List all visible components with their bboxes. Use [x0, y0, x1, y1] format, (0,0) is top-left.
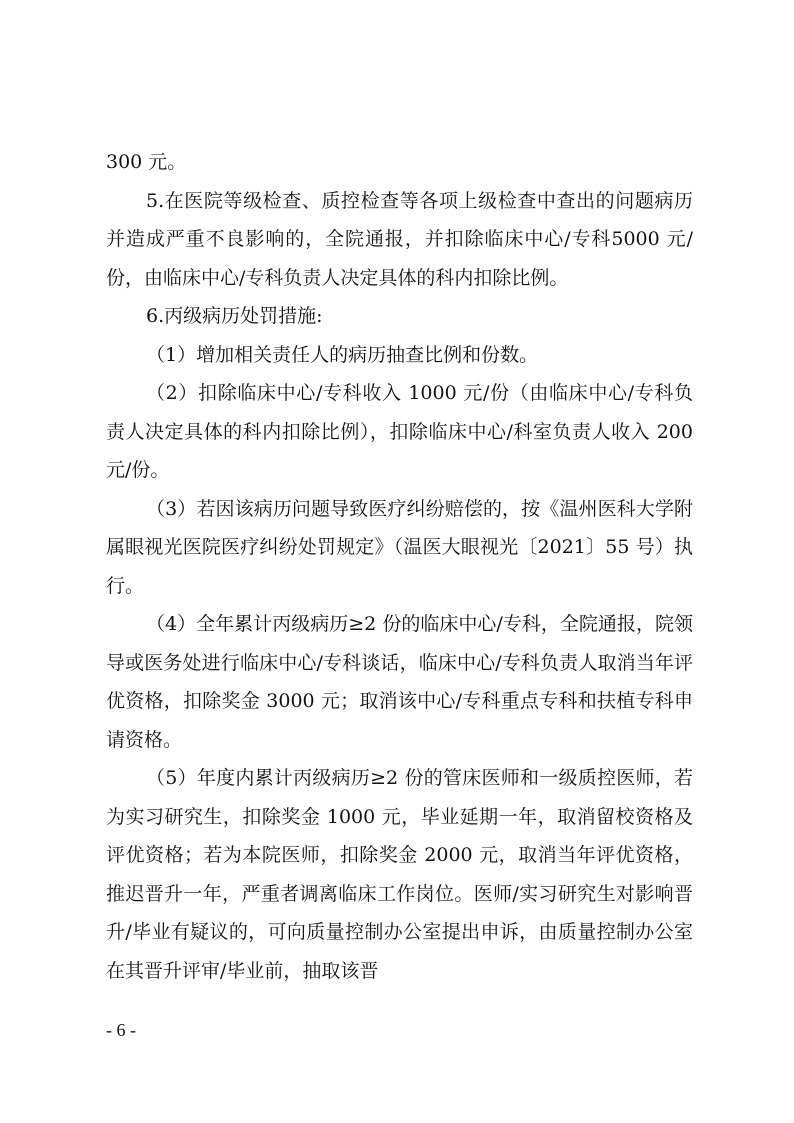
paragraph-sub-4: （4）全年累计丙级病历≥2 份的临床中心/专科，全院通报，院领导或医务处进行临床中心/专科谈话，临床中心/专科负责人取消当年评优资格，扣除奖金 3000 元；取消该中心/专科重点专科和扶植专科申请资格。 [106, 613, 693, 751]
paragraph-sub-2: （2）扣除临床中心/专科收入 1000 元/份（由临床中心/专科负责人决定具体的科内扣除比例），扣除临床中心/科室负责人收入 200 元/份。 [106, 382, 693, 481]
page-number: - 6 - [106, 1020, 136, 1040]
paragraph-item-5: 5.在医院等级检查、质控检查等各项上级检查中查出的问题病历并造成严重不良影响的，全院通报，并扣除临床中心/专科5000 元/份，由临床中心/专科负责人决定具体的科内扣除比例。 [106, 189, 693, 289]
paragraph-sub-5: （5）年度内累计丙级病历≥2 份的管床医师和一级质控医师，若为实习研究生，扣除奖金 1000 元，毕业延期一年，取消留校资格及评优资格；若为本院医师，扣除奖金 2000 元，取消当年评优资格，推迟晋升一年，严重者调离临床工作岗位。医师/实习研究生对影响晋升/毕业有疑议的，可向质量控制办公室提出申诉，由质量控制办公室在其晋升评审/毕业前，抽取该晋 [106, 767, 693, 982]
body-text [106, 143, 693, 990]
paragraph-sub-3: （3）若因该病历问题导致医疗纠纷赔偿的，按《温州医科大学附属眼视光医院医疗纠纷处罚规定》（温医大眼视光〔2021〕55 号）执行。 [106, 497, 693, 597]
paragraph-item-6-heading: 6.丙级病历处罚措施: [146, 305, 323, 327]
paragraph-continuation: 300 元。 [106, 151, 187, 173]
paragraph-sub-1: （1）增加相关责任人的病历抽查比例和份数。 [146, 343, 539, 366]
